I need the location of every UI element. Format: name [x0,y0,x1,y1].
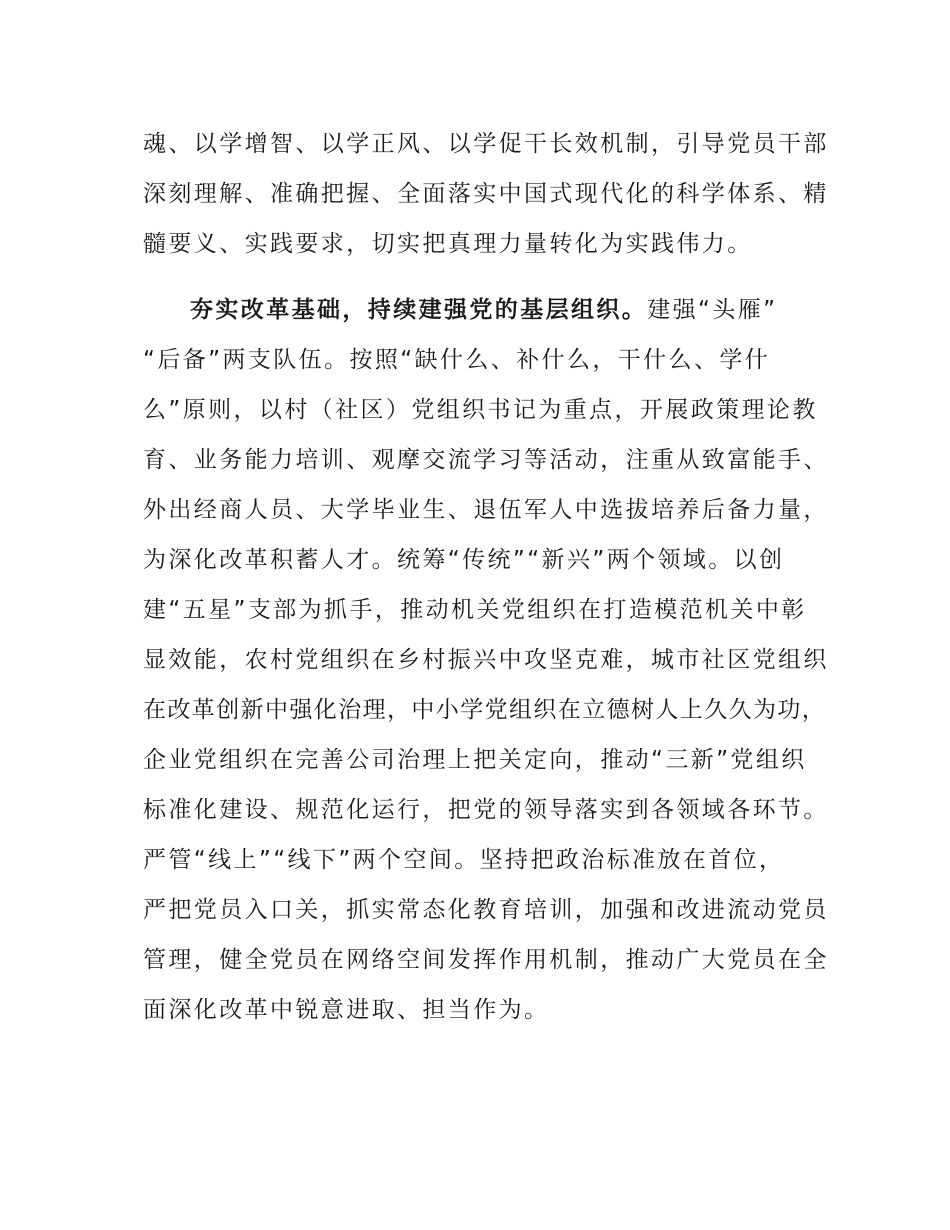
paragraph-line: 显效能，农村党组织在乡村振兴中攻坚克难，城市社区党组织 [143,647,829,673]
paragraph-line: 严管“线上”“线下”两个空间。坚持把政治标准放在首位， [143,847,785,873]
paragraph-line: 严把党员入口关，抓实常态化教育培训，加强和改进流动党员 [143,897,829,923]
paragraph-line: 髓要义、实践要求，切实把真理力量转化为实践伟力。 [143,231,753,257]
paragraph-line: 建“五星”支部为抓手，推动机关党组织在打造模范机关中彰 [143,597,807,623]
paragraph-first-line [190,284,830,336]
paragraph-line: “后备”两支队伍。按照“缺什么、补什么，干什么、学什 [143,347,771,373]
paragraph-line: 面深化改革中锐意进取、担当作为。 [143,997,550,1023]
paragraph-line: 魂、以学增智、以学正风、以学促干长效机制，引导党员干部 [143,131,829,157]
paragraph-line: 在改革创新中强化治理，中小学党组织在立德树人上久久为功， [143,697,827,723]
paragraph-line: 育、业务能力培训、观摩交流学习等活动，注重从致富能手、 [143,447,829,473]
paragraph-line: 么”原则，以村（社区）党组织书记为重点，开展政策理论教 [143,397,818,423]
paragraph-line: 企业党组织在完善公司治理上把关定向，推动“三新”党组织 [143,747,807,773]
paragraph-line: 为深化改革积蓄人才。统筹“传统”“新兴”两个领域。以创 [143,547,785,573]
paragraph-heading: 夯实改革基础，持续建强党的基层组织。 [190,297,648,323]
paragraph-line: 外出经商人员、大学毕业生、退伍军人中选拔培养后备力量， [143,497,829,523]
paragraph-line: 深刻理解、准确把握、全面落实中国式现代化的科学体系、精 [143,181,829,207]
paragraph-line: 标准化建设、规范化运行，把党的领导落实到各领域各环节。 [143,797,829,823]
paragraph-line: 管理，健全党员在网络空间发挥作用机制，推动广大党员在全 [143,947,829,973]
paragraph-text: 建强“头雁” [647,297,778,323]
